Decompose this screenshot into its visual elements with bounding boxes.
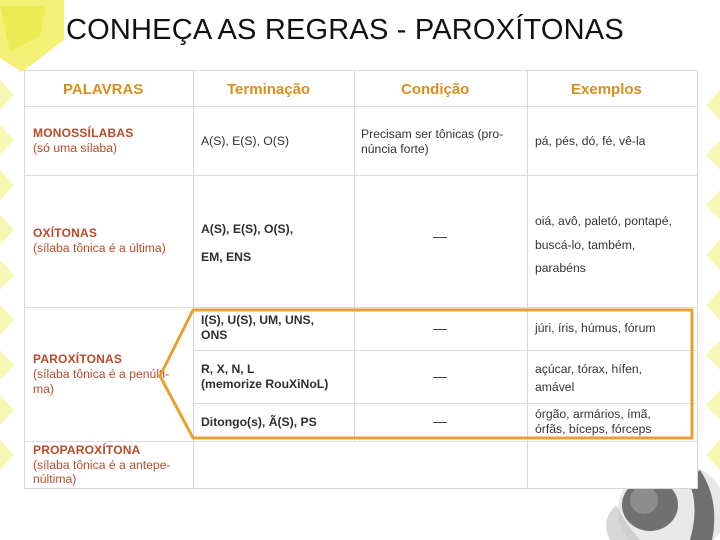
condicao-monossilabas-line1: Precisam ser tônicas (pro- (361, 127, 504, 141)
header-terminacao: Terminação (227, 81, 311, 98)
terminacao-paroxitonas-2-line1: R, X, N, L (201, 362, 255, 376)
category-proparoxitona-desc-line1: (sílaba tônica é a antepe- (33, 458, 171, 472)
category-monossilabas: MONOSSÍLABAS (33, 126, 134, 140)
row-divider (193, 350, 697, 351)
terminacao-oxitonas-line1: A(S), E(S), O(S), (201, 222, 294, 236)
category-paroxitonas-desc-line1: (sílaba tônica é a penúlti- (33, 367, 170, 381)
yellow-left-chevrons (0, 80, 14, 470)
category-monossilabas-desc: (só uma sílaba) (33, 141, 117, 155)
category-proparoxitona: PROPAROXÍTONA (33, 443, 141, 457)
yellow-corner-shape (0, 0, 64, 72)
column-divider (527, 71, 528, 488)
category-oxitonas: OXÍTONAS (33, 226, 98, 240)
exemplos-paroxitonas-3-line2: órfãs, bíceps, fórceps (535, 422, 652, 436)
category-oxitonas-desc: (sílaba tônica é a última) (33, 241, 166, 255)
row-divider (25, 175, 697, 176)
exemplos-paroxitonas-3-line1: órgão, armários, ímã, (535, 407, 651, 421)
row-divider (193, 403, 697, 404)
exemplos-oxitonas-line1: oiá, avô, paletó, pontapé, (535, 214, 672, 228)
header-exemplos: Exemplos (571, 81, 642, 98)
row-divider (25, 106, 697, 107)
exemplos-oxitonas-line3: parabéns (535, 261, 586, 275)
exemplos-oxitonas-line2: buscá-lo, também, (535, 238, 636, 252)
exemplos-paroxitonas-1: júri, íris, húmus, fórum (535, 321, 656, 335)
column-divider (354, 71, 355, 441)
terminacao-paroxitonas-1-line2: ONS (201, 328, 228, 342)
header-condicao: Condição (401, 81, 470, 98)
condicao-paroxitonas-3: — (433, 413, 447, 429)
terminacao-paroxitonas-2-line2: (memorize RouXiNoL) (201, 377, 329, 391)
page-title: CONHEÇA AS REGRAS - PAROXÍTONAS (66, 14, 624, 46)
yellow-right-chevrons (706, 90, 720, 470)
terminacao-paroxitonas-3: Ditongo(s), Ã(S), PS (201, 415, 317, 429)
category-proparoxitona-desc-line2: núltima) (33, 472, 77, 486)
column-divider (193, 71, 194, 488)
exemplos-paroxitonas-2-line1: açúcar, tórax, hífen, (535, 362, 643, 376)
row-divider (25, 441, 697, 442)
exemplos-monossilabas: pá, pés, dó, fé, vê-la (535, 134, 646, 148)
category-paroxitonas-desc-line2: ma) (33, 382, 54, 396)
category-paroxitonas: PAROXÍTONAS (33, 352, 123, 366)
exemplos-paroxitonas-2-line2: amável (535, 380, 575, 394)
terminacao-oxitonas-line2: EM, ENS (201, 250, 252, 264)
terminacao-monossilabas: A(S), E(S), O(S) (201, 134, 290, 148)
row-divider (25, 307, 697, 308)
condicao-monossilabas-line2: núncia forte) (361, 142, 429, 156)
condicao-paroxitonas-1: — (433, 320, 447, 336)
condicao-paroxitonas-2: — (433, 368, 447, 384)
header-palavras: PALAVRAS (63, 81, 144, 98)
rules-table (24, 70, 698, 489)
condicao-oxitonas: — (433, 228, 447, 244)
terminacao-paroxitonas-1-line1: I(S), U(S), UM, UNS, (201, 313, 315, 327)
yellow-corner-fold (0, 6, 46, 52)
